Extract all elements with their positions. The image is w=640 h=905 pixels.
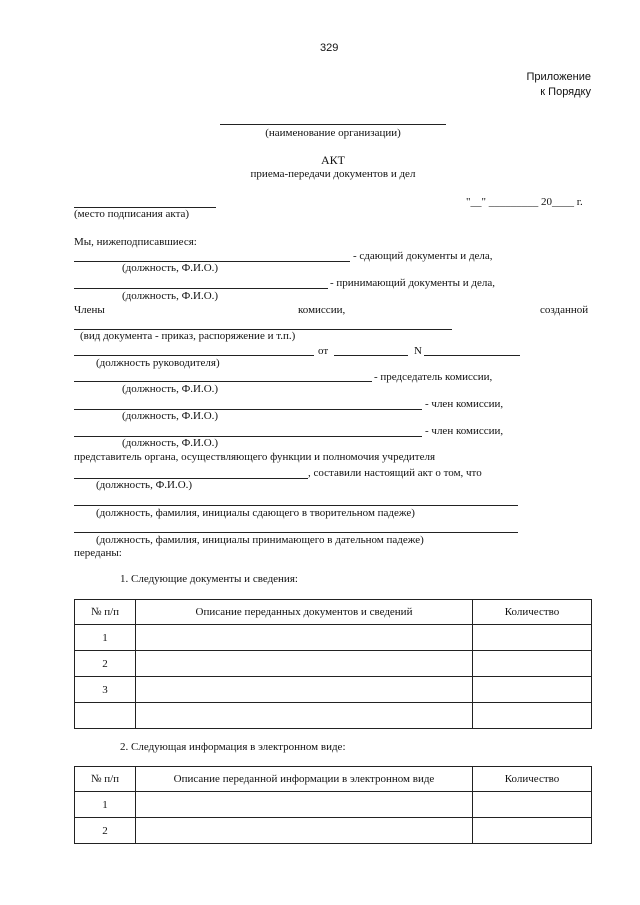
table-row	[75, 703, 592, 729]
col-number-header: № п/п	[75, 600, 136, 625]
org-caption: (наименование организации)	[265, 127, 401, 139]
row-number-cell: 1	[75, 625, 136, 651]
appendix-line1: Приложение	[526, 71, 591, 83]
act-subtitle: приема-передачи документов и дел	[250, 168, 416, 180]
representative-position-caption: (должность, Ф.И.О.)	[96, 479, 193, 491]
chairman-position-caption: (должность, Ф.И.О.)	[122, 383, 219, 395]
member1-text: - член комиссии,	[425, 398, 504, 410]
row-number-cell: 3	[75, 677, 136, 703]
appendix-line2: к Порядку	[540, 86, 591, 98]
row-description-cell	[136, 792, 473, 818]
row-number-cell: 2	[75, 818, 136, 844]
row-number-cell: 2	[75, 651, 136, 677]
col-description-header: Описание переданных документов и сведений	[136, 600, 473, 625]
table-row	[75, 651, 592, 677]
head-caption: (должность руководителя)	[96, 357, 220, 369]
chairman-line	[74, 381, 372, 382]
number-sign: N	[414, 345, 422, 357]
created-word: созданной	[540, 304, 589, 316]
chairman-text: - председатель комиссии,	[374, 371, 493, 383]
table-row	[75, 818, 592, 844]
row-number-cell: 1	[75, 792, 136, 818]
table-row	[75, 677, 592, 703]
giver-caption: (должность, фамилия, инициалы сдающего в творительном падеже)	[96, 507, 415, 519]
row-description-cell	[136, 703, 473, 729]
act-title: АКТ	[321, 153, 345, 167]
page-number: 329	[320, 42, 339, 54]
member2-text: - член комиссии,	[425, 425, 504, 437]
receiving-text: - принимающий документы и дела,	[330, 277, 495, 289]
row-quantity-cell	[473, 703, 592, 729]
col-number-header: № п/п	[75, 767, 136, 792]
table-header-row	[75, 600, 592, 625]
col-description-header: Описание переданной информации в электронном виде	[136, 767, 473, 792]
org-name-line	[220, 124, 446, 125]
giver-full-line	[74, 505, 518, 506]
electronic-info-table	[74, 766, 592, 844]
documents-table	[74, 599, 592, 729]
doc-number-line	[424, 355, 520, 356]
members-word: Члены	[74, 304, 105, 316]
col-quantity-header: Количество	[473, 767, 592, 792]
doc-type-caption: (вид документа - приказ, распоряжение и т.п.)	[80, 330, 296, 342]
row-description-cell	[136, 625, 473, 651]
section2-title: 2. Следующая информация в электронном виде:	[120, 741, 346, 753]
row-quantity-cell	[473, 792, 592, 818]
row-quantity-cell	[473, 677, 592, 703]
row-description-cell	[136, 651, 473, 677]
handing-over-text: - сдающий документы и дела,	[353, 250, 493, 262]
receiver-line	[74, 288, 328, 289]
from-word: от	[318, 345, 329, 357]
row-quantity-cell	[473, 651, 592, 677]
place-caption: (место подписания акта)	[74, 208, 190, 220]
head-position-line	[74, 355, 314, 356]
receiver-full-line	[74, 532, 518, 533]
table-row	[75, 792, 592, 818]
doc-date-line	[334, 355, 408, 356]
compiled-text: , составили настоящий акт о том, что	[308, 467, 482, 479]
table-header-row	[75, 767, 592, 792]
intro-text: Мы, нижеподписавшиеся:	[74, 236, 197, 248]
row-description-cell	[136, 677, 473, 703]
section1-title: 1. Следующие документы и сведения:	[120, 573, 298, 585]
col-quantity-header: Количество	[473, 600, 592, 625]
member1-position-caption: (должность, Ф.И.О.)	[122, 410, 219, 422]
date-line: "__" _________ 20____ г.	[466, 196, 583, 208]
table-row	[75, 625, 592, 651]
giver-position-caption: (должность, Ф.И.О.)	[122, 262, 219, 274]
receiver-position-caption: (должность, Ф.И.О.)	[122, 290, 219, 302]
transferred-text: переданы:	[74, 547, 122, 559]
row-description-cell	[136, 818, 473, 844]
member2-position-caption: (должность, Ф.И.О.)	[122, 437, 219, 449]
receiver-caption: (должность, фамилия, инициалы принимающего в дательном падеже)	[96, 534, 424, 546]
representative-text: представитель органа, осуществляющего функции и полномочия учредителя	[74, 451, 436, 463]
row-number-cell	[75, 703, 136, 729]
commission-word: комиссии,	[298, 304, 346, 316]
row-quantity-cell	[473, 625, 592, 651]
row-quantity-cell	[473, 818, 592, 844]
